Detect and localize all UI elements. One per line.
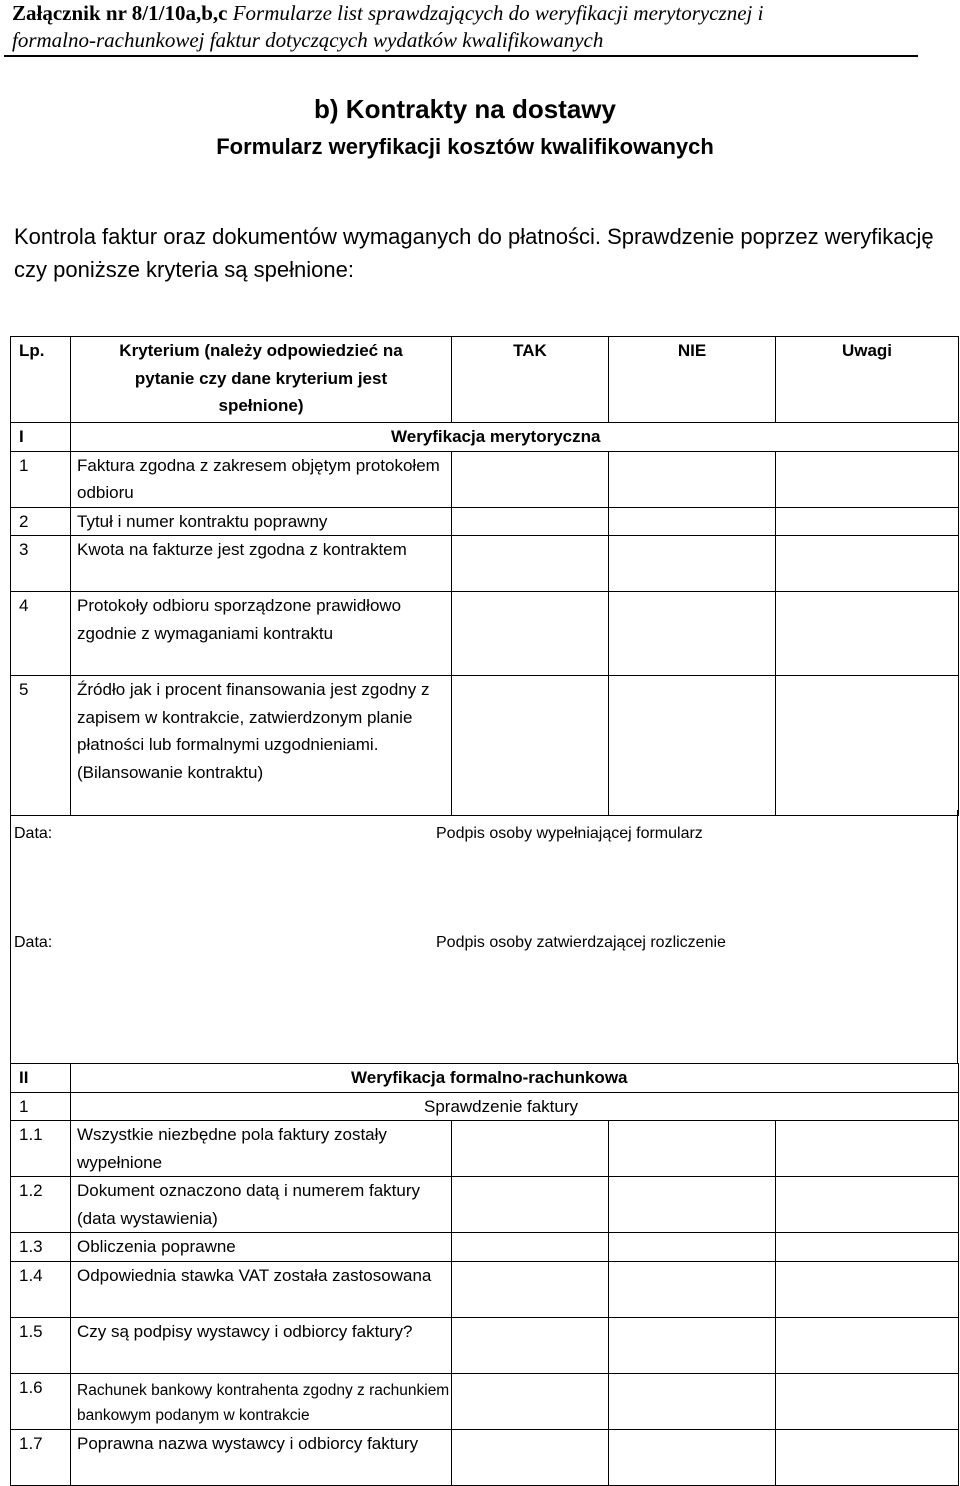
notes-cell[interactable] xyxy=(776,1261,959,1317)
notes-cell[interactable] xyxy=(776,1233,959,1262)
row-number: 2 xyxy=(11,507,71,536)
signature-label-approver: Podpis osoby zatwierdzającej rozliczenie xyxy=(436,934,726,951)
row-criterion: Tytuł i numer kontraktu poprawny xyxy=(71,507,452,536)
no-cell[interactable] xyxy=(609,592,776,676)
document-header xyxy=(12,0,942,54)
no-cell[interactable] xyxy=(609,1373,776,1429)
table-row xyxy=(11,1261,959,1317)
notes-header: Uwagi xyxy=(776,337,959,423)
yes-header: TAK xyxy=(452,337,609,423)
subsection-number: 1 xyxy=(11,1092,71,1121)
row-number: 1.7 xyxy=(11,1429,71,1485)
subsection-title: Sprawdzenie faktury xyxy=(71,1092,959,1121)
no-cell[interactable] xyxy=(609,451,776,507)
row-number: 1.6 xyxy=(11,1373,71,1429)
notes-cell[interactable] xyxy=(776,1429,959,1485)
lp-header: Lp. xyxy=(11,337,71,423)
table-row xyxy=(11,1373,959,1429)
notes-cell[interactable] xyxy=(776,676,959,816)
row-criterion: Dokument oznaczono datą i numerem faktury (data wystawienia) xyxy=(71,1177,452,1233)
yes-cell[interactable] xyxy=(452,507,609,536)
yes-cell[interactable] xyxy=(452,676,609,816)
row-number: 1.3 xyxy=(11,1233,71,1262)
row-number: 1 xyxy=(11,451,71,507)
table-row xyxy=(11,1317,959,1373)
yes-cell[interactable] xyxy=(452,1177,609,1233)
row-criterion: Rachunek bankowy kontrahenta zgodny z rachunkiem bankowym podanym w kontrakcie xyxy=(71,1373,452,1429)
row-criterion: Obliczenia poprawne xyxy=(71,1233,452,1262)
formal-verification-table xyxy=(10,1063,959,1486)
table-row xyxy=(11,676,959,816)
table-row xyxy=(11,1429,959,1485)
row-number: 1.4 xyxy=(11,1261,71,1317)
notes-cell[interactable] xyxy=(776,507,959,536)
yes-cell[interactable] xyxy=(452,1373,609,1429)
row-criterion: Wszystkie niezbędne pola faktury zostały wypełnione xyxy=(71,1121,452,1177)
intro-paragraph: Kontrola faktur oraz dokumentów wymaganych do płatności. Sprawdzenie poprzez weryfikację czy poniższe kryteria są spełnione: xyxy=(14,224,934,282)
yes-cell[interactable] xyxy=(452,451,609,507)
yes-cell[interactable] xyxy=(452,1317,609,1373)
notes-cell[interactable] xyxy=(776,451,959,507)
no-cell[interactable] xyxy=(609,1261,776,1317)
yes-cell[interactable] xyxy=(452,1233,609,1262)
yes-cell[interactable] xyxy=(452,1261,609,1317)
table-header-row xyxy=(11,337,959,423)
row-criterion: Protokoły odbioru sporządzone prawidłowo zgodnie z wymaganiami kontraktu xyxy=(71,592,452,676)
notes-cell[interactable] xyxy=(776,1121,959,1177)
page-title: b) Kontrakty na dostawy xyxy=(314,94,616,124)
date-label: Data: xyxy=(14,825,53,842)
section-number: II xyxy=(11,1064,71,1093)
table-row xyxy=(11,536,959,592)
table-row xyxy=(11,592,959,676)
table-row xyxy=(11,1177,959,1233)
no-cell[interactable] xyxy=(609,536,776,592)
signature-label-filler: Podpis osoby wypełniającej formularz xyxy=(436,825,703,842)
table-row xyxy=(11,507,959,536)
no-cell[interactable] xyxy=(609,1177,776,1233)
attachment-title-part1: Formularze list sprawdzających do weryfikacji merytorycznej i xyxy=(232,1,764,25)
row-criterion: Kwota na fakturze jest zgodna z kontraktem xyxy=(71,536,452,592)
section-number: I xyxy=(11,423,71,452)
row-number: 5 xyxy=(11,676,71,816)
header-divider xyxy=(4,55,918,57)
row-criterion: Poprawna nazwa wystawcy i odbiorcy faktury xyxy=(71,1429,452,1485)
row-criterion: Czy są podpisy wystawcy i odbiorcy faktury? xyxy=(71,1317,452,1373)
row-criterion: Źródło jak i procent finansowania jest zgodny z zapisem w kontrakcie, zatwierdzonym planie płatności lub formalnymi uzgodnieniami. (Bilansowanie kontraktu) xyxy=(71,676,452,816)
page-subtitle: Formularz weryfikacji kosztów kwalifikowanych xyxy=(216,134,714,159)
criterion-header: Kryterium (należy odpowiedzieć na pytanie czy dane kryterium jest spełnione) xyxy=(71,337,452,423)
yes-cell[interactable] xyxy=(452,592,609,676)
section-title: Weryfikacja merytoryczna xyxy=(71,423,959,452)
attachment-title-part2: formalno-rachunkowej faktur dotyczących wydatków kwalifikowanych xyxy=(12,28,604,52)
row-number: 1.5 xyxy=(11,1317,71,1373)
notes-cell[interactable] xyxy=(776,592,959,676)
yes-cell[interactable] xyxy=(452,1429,609,1485)
row-criterion: Faktura zgodna z zakresem objętym protokołem odbioru xyxy=(71,451,452,507)
table-row xyxy=(11,1233,959,1262)
table-row xyxy=(11,451,959,507)
merit-verification-table xyxy=(10,336,959,816)
no-cell[interactable] xyxy=(609,676,776,816)
notes-cell[interactable] xyxy=(776,1317,959,1373)
notes-cell[interactable] xyxy=(776,1373,959,1429)
row-criterion: Odpowiednia stawka VAT została zastosowana xyxy=(71,1261,452,1317)
yes-cell[interactable] xyxy=(452,1121,609,1177)
row-number: 1.2 xyxy=(11,1177,71,1233)
no-cell[interactable] xyxy=(609,1233,776,1262)
notes-cell[interactable] xyxy=(776,536,959,592)
attachment-number: Załącznik nr 8/1/10a,b,c xyxy=(12,1,228,25)
no-cell[interactable] xyxy=(609,1121,776,1177)
row-number: 3 xyxy=(11,536,71,592)
section-title: Weryfikacja formalno-rachunkowa xyxy=(71,1064,959,1093)
no-cell[interactable] xyxy=(609,1317,776,1373)
subsection-row xyxy=(11,1092,959,1121)
section-row xyxy=(11,1064,959,1093)
yes-cell[interactable] xyxy=(452,536,609,592)
row-number: 4 xyxy=(11,592,71,676)
no-cell[interactable] xyxy=(609,507,776,536)
section-row xyxy=(11,423,959,452)
no-cell[interactable] xyxy=(609,1429,776,1485)
table-row xyxy=(11,1121,959,1177)
no-header: NIE xyxy=(609,337,776,423)
row-number: 1.1 xyxy=(11,1121,71,1177)
notes-cell[interactable] xyxy=(776,1177,959,1233)
date-label: Data: xyxy=(14,934,53,951)
